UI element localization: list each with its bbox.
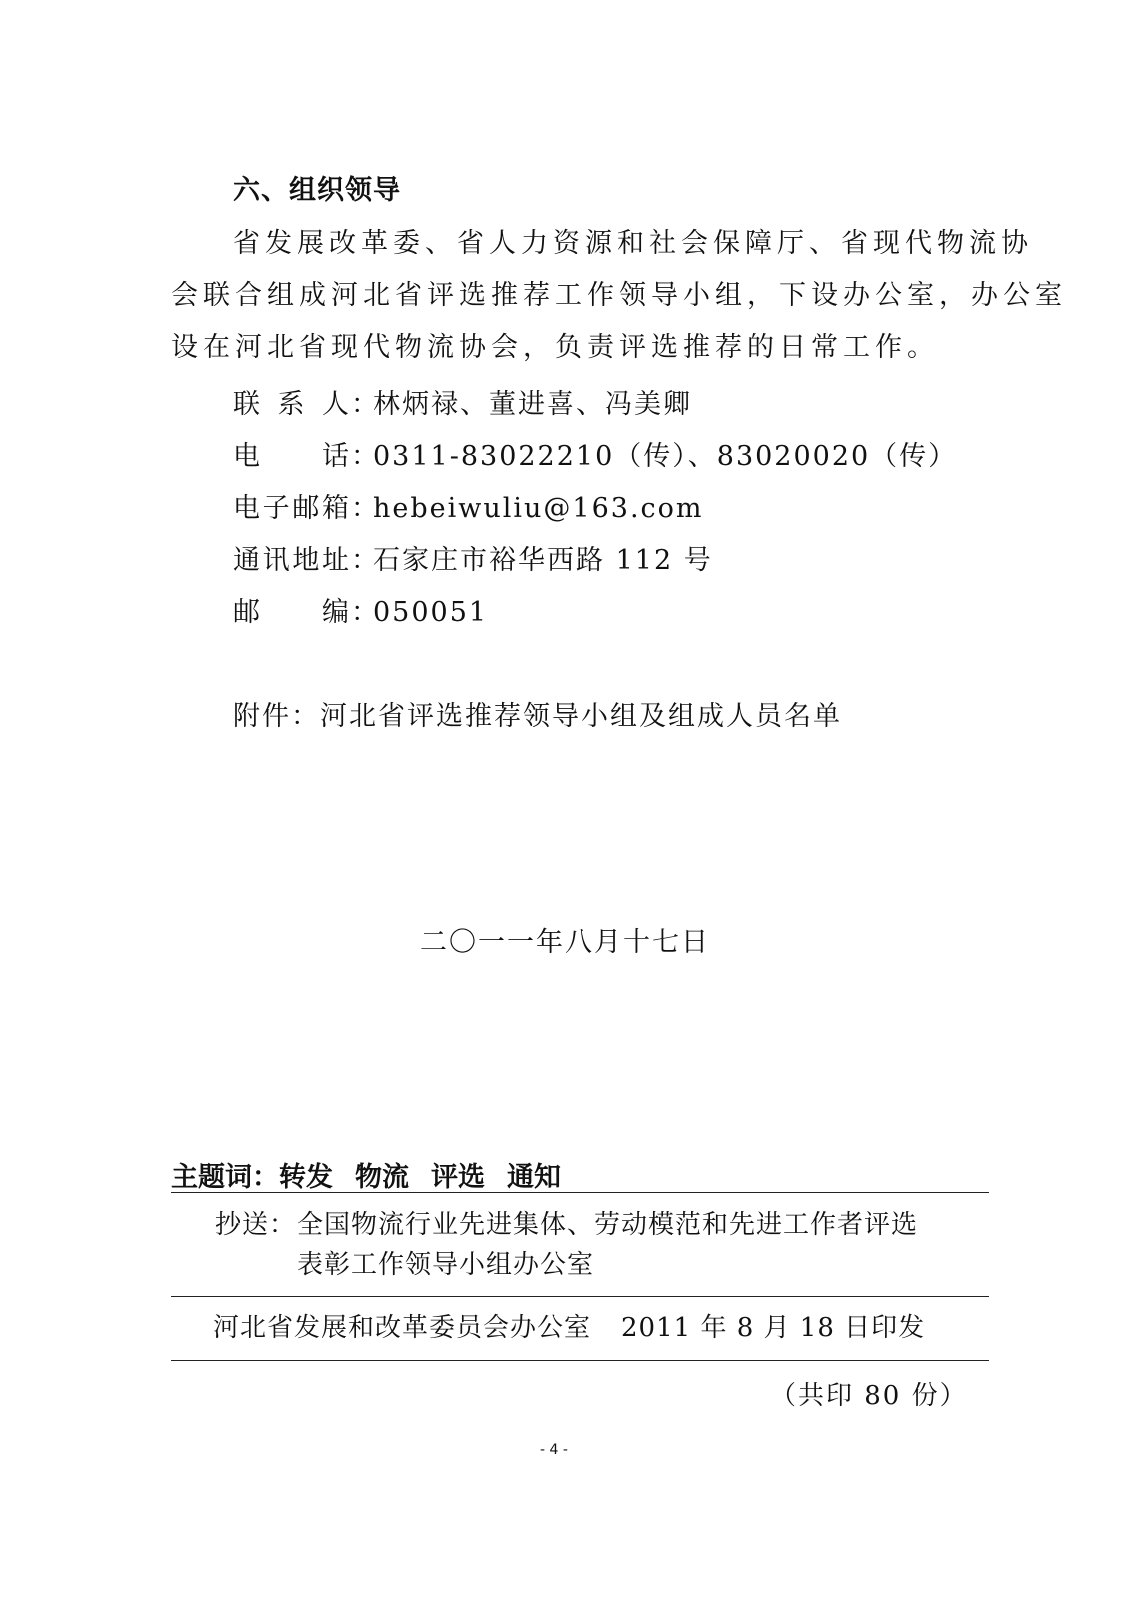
colon: ： — [351, 389, 380, 420]
paragraph-line: 设在河北省现代物流协会，负责评选推荐的日常工作。 — [171, 332, 939, 363]
colon: ： — [351, 493, 380, 524]
contact-label: 联系人 — [233, 389, 351, 420]
contact-value: hebeiwuliu@163.com — [373, 493, 704, 524]
cc-block — [215, 1205, 918, 1285]
attachment-line: 附件：河北省评选推荐领导小组及组成人员名单 — [233, 701, 842, 732]
section-paragraph — [171, 218, 1067, 374]
contact-email-row — [233, 486, 953, 525]
contact-value: 石家庄市裕华西路 112 号 — [373, 545, 713, 576]
divider-line — [171, 1360, 989, 1361]
keyword: 评选 — [431, 1162, 485, 1193]
issue-date: 2011 年 8 月 18 日印发 — [621, 1313, 926, 1343]
paragraph-line: 省发展改革委、省人力资源和社会保障厅、省现代物流协 — [233, 228, 1033, 259]
page-number: - 4 - — [540, 1442, 568, 1458]
keyword: 转发 — [279, 1162, 333, 1193]
issuer-office: 河北省发展和改革委员会办公室 — [213, 1313, 592, 1343]
keywords-label: 主题词： — [171, 1162, 279, 1193]
cc-recipient-line: 表彰工作领导小组办公室 — [297, 1250, 595, 1280]
contact-postcode-row — [233, 590, 953, 629]
subject-keywords — [171, 1155, 583, 1194]
keyword: 通知 — [507, 1162, 561, 1193]
paragraph-line: 会联合组成河北省评选推荐工作领导小组，下设办公室，办公室 — [171, 280, 1067, 311]
contact-address-row — [233, 538, 953, 577]
contact-value: 林炳禄、董进喜、冯美卿 — [373, 389, 692, 420]
cc-label: 抄送： — [215, 1210, 297, 1240]
contact-label: 电子邮箱 — [233, 493, 351, 524]
issuer-line — [213, 1307, 925, 1344]
contact-label: 邮编 — [233, 597, 351, 628]
colon: ： — [351, 441, 380, 472]
contact-label: 电话 — [233, 441, 351, 472]
cc-recipient-line: 全国物流行业先进集体、劳动模范和先进工作者评选 — [297, 1210, 919, 1240]
contact-person-row — [233, 382, 953, 421]
colon: ： — [351, 545, 380, 576]
contact-value: 050051 — [373, 597, 489, 628]
section-heading: 六、组织领导 — [233, 175, 401, 206]
document-date: 二〇一一年八月十七日 — [420, 927, 710, 958]
divider-line — [171, 1192, 989, 1193]
contact-phone-row — [233, 434, 958, 473]
print-copies: （共印 80 份） — [770, 1381, 968, 1411]
colon: ： — [351, 597, 380, 628]
contact-label: 通讯地址 — [233, 545, 351, 576]
contact-value: 0311-83022210（传）、83020020（传） — [373, 441, 958, 472]
keyword: 物流 — [355, 1162, 409, 1193]
divider-line — [171, 1296, 989, 1297]
